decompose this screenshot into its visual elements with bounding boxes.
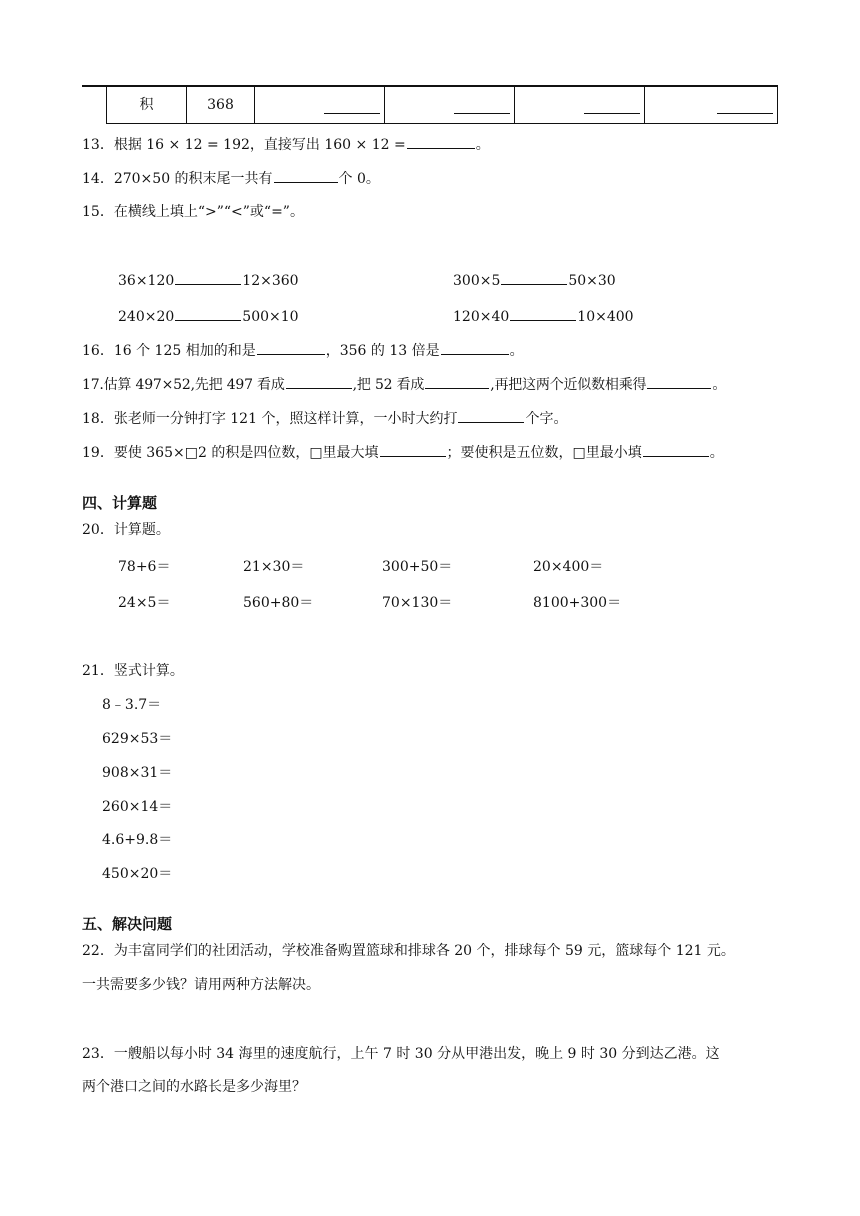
question-text: 。: [475, 137, 490, 153]
question-text: 。: [509, 343, 524, 359]
question-15: [82, 202, 304, 222]
question-text: 16 个 125 相加的和是: [113, 343, 256, 359]
calc-item: 21×30＝: [243, 559, 305, 575]
question-text: 张老师一分钟打字 121 个，照这样计算，一小时大约打: [113, 411, 458, 427]
question-text: 在横线上填上“>”“<”或“=”。: [113, 204, 304, 220]
answer-blank[interactable]: [257, 340, 325, 355]
calc-item: 8100+300＝: [533, 595, 622, 611]
table-cell-blank-4[interactable]: [645, 86, 777, 123]
table-value-text: 368: [207, 97, 234, 113]
calc-item: 20×400＝: [533, 559, 604, 575]
answer-blank[interactable]: [647, 374, 711, 389]
question-number: 18．: [82, 411, 114, 427]
question-17: [82, 374, 726, 395]
vertical-calc-item: 450×20＝: [102, 866, 173, 882]
question-text: ,把 52 看成: [352, 377, 425, 393]
calc-item: 78+6＝: [118, 559, 171, 575]
answer-blank[interactable]: [717, 113, 773, 114]
section-heading-calculation: 四、计算题: [82, 494, 158, 512]
question-20: [82, 520, 170, 540]
vertical-calc-item: 629×53＝: [102, 731, 173, 747]
answer-blank[interactable]: [458, 408, 524, 423]
calc-item: 300+50＝: [382, 559, 453, 575]
compare-left: 36×120: [118, 273, 175, 289]
question-text: 个字。: [525, 411, 568, 427]
compare-right: 50×30: [568, 273, 616, 289]
calc-item: 560+80＝: [243, 595, 314, 611]
answer-blank[interactable]: [274, 168, 338, 183]
question-14: [82, 168, 380, 189]
question-number: 13．: [82, 137, 114, 153]
question-19: [82, 442, 724, 463]
question-22-line2: 一共需要多少钱？请用两种方法解决。: [82, 977, 320, 993]
answer-blank[interactable]: [501, 270, 567, 285]
question-number: 15．: [82, 204, 114, 220]
question-13: [82, 134, 490, 155]
answer-blank[interactable]: [441, 340, 509, 355]
vertical-calc-item: 8﹣3.7＝: [102, 697, 162, 713]
question-text: 估算 497×52,先把 497 看成: [103, 377, 285, 393]
table-cell-label: [107, 86, 187, 123]
calc-item: 24×5＝: [118, 595, 171, 611]
compare-item-2: [453, 270, 616, 289]
answer-blank[interactable]: [643, 442, 709, 457]
answer-blank[interactable]: [407, 134, 475, 149]
compare-item-1: [118, 270, 299, 289]
question-number: 22．: [82, 943, 114, 959]
answer-blank[interactable]: [286, 374, 352, 389]
section-heading-problems: 五、解决问题: [82, 915, 173, 933]
answer-blank[interactable]: [584, 113, 640, 114]
question-number: 20．: [82, 522, 114, 538]
question-23-line2: 两个港口之间的水路长是多少海里？: [82, 1079, 306, 1095]
answer-blank[interactable]: [510, 306, 576, 321]
answer-blank[interactable]: [454, 113, 510, 114]
compare-right: 12×360: [242, 273, 299, 289]
calc-item: 70×130＝: [382, 595, 453, 611]
question-22: [82, 941, 735, 961]
compare-right: 10×400: [577, 309, 634, 325]
question-number: 19．: [82, 445, 114, 461]
compare-left: 240×20: [118, 309, 175, 325]
question-text: 竖式计算。: [113, 663, 184, 679]
question-number: 21．: [82, 663, 114, 679]
question-text: 一艘船以每小时 34 海里的速度航行，上午 7 时 30 分从甲港出发，晚上 9 时 30 分到达乙港。这: [113, 1046, 720, 1062]
question-number: 16．: [82, 343, 114, 359]
compare-left: 300×5: [453, 273, 501, 289]
question-text: 。: [709, 445, 724, 461]
vertical-calc-item: 260×14＝: [102, 799, 173, 815]
compare-item-3: [118, 306, 299, 325]
table-cell-value: [187, 86, 255, 123]
question-16: [82, 340, 524, 361]
question-number: 14．: [82, 171, 114, 187]
answer-blank[interactable]: [425, 374, 489, 389]
question-text: 计算题。: [113, 522, 170, 538]
vertical-calc-item: 908×31＝: [102, 765, 173, 781]
question-21: [82, 661, 184, 681]
question-text: 为丰富同学们的社团活动，学校准备购置篮球和排球各 20 个，排球每个 59 元，篮球每个 121 元。: [113, 943, 735, 959]
question-text: ；要使积是五位数，□里最小填: [446, 445, 642, 461]
question-18: [82, 408, 567, 429]
question-text: 270×50 的积末尾一共有: [113, 171, 273, 187]
answer-blank[interactable]: [175, 306, 241, 321]
table-cell-blank-2[interactable]: [385, 86, 515, 123]
compare-right: 500×10: [242, 309, 299, 325]
compare-item-4: [453, 306, 634, 325]
question-number: 17.: [82, 377, 104, 393]
question-number: 23．: [82, 1046, 114, 1062]
question-text: 个 0。: [338, 171, 380, 187]
answer-blank[interactable]: [380, 442, 446, 457]
question-text: 根据 16 × 12 = 192，直接写出 160 × 12 =: [113, 137, 406, 153]
question-text: ,再把这两个近似数相乘得: [490, 377, 647, 393]
question-text: 。: [712, 377, 727, 393]
question-23: [82, 1044, 720, 1064]
table-cell-blank-3[interactable]: [515, 86, 645, 123]
table-cell-blank-1[interactable]: [255, 86, 385, 123]
question-text: 要使 365×□2 的积是四位数，□里最大填: [113, 445, 379, 461]
answer-blank[interactable]: [324, 113, 380, 114]
question-text: ，356 的 13 倍是: [325, 343, 440, 359]
vertical-calc-item: 4.6+9.8＝: [102, 832, 173, 848]
answer-blank[interactable]: [175, 270, 241, 285]
compare-left: 120×40: [453, 309, 510, 325]
product-table: [106, 86, 778, 124]
table-label-text: 积: [139, 97, 154, 113]
